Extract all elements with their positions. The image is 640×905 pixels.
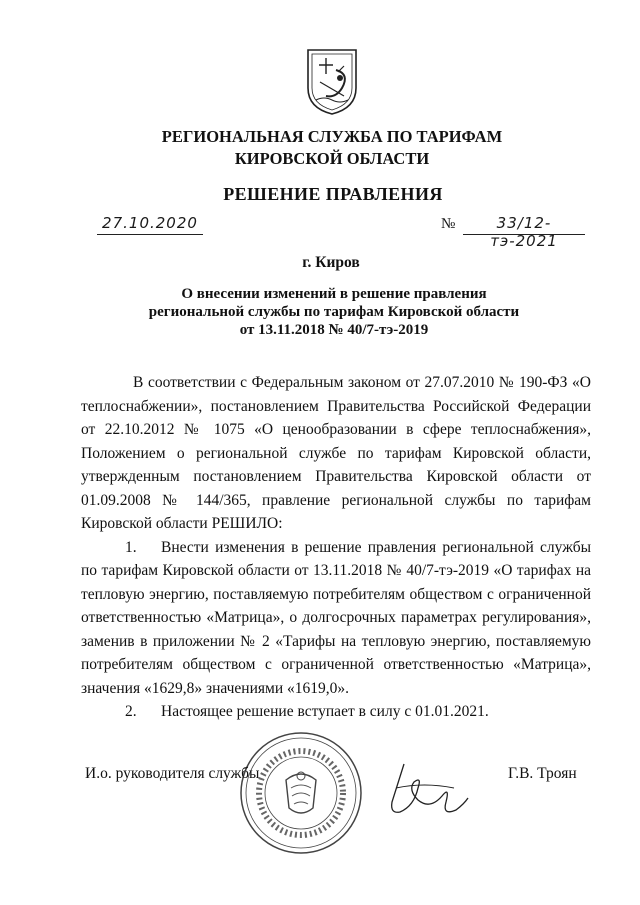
item-number: 2. (125, 703, 137, 720)
item-text: Внести изменения в решение правления региональной службы по тарифам Кировской области от 13.11.2018 № 40/7-тэ-2019 «О тарифах на тепловую энергию, поставляемую потребителям обществом с ограниченной ответственностью «Матрица», о долгосрочных параметрах регулирования», заменив в приложении № 2 «Тарифы на тепловую энергию, поставляемую потребителям обществом с ограниченной ответственностью «Матрица», значения «1629,8» значениями «1619,0». (81, 538, 591, 697)
document-body (81, 371, 591, 724)
document-number: 33/12-тэ-2021 (463, 214, 585, 235)
decision-item (81, 536, 591, 701)
coat-of-arms-icon (300, 44, 364, 118)
handwritten-signature-icon (384, 758, 470, 824)
number-label: № (441, 216, 456, 232)
subject-line-3: от 13.11.2018 № 40/7-тэ-2019 (239, 322, 429, 338)
city-text: г. Киров (302, 254, 360, 271)
decision-item (81, 700, 591, 724)
document-date: 27.10.2020 (97, 214, 203, 235)
organization-line-2: КИРОВСКОЙ ОБЛАСТИ (234, 149, 430, 168)
item-text: Настоящее решение вступает в силу с 01.01.2021. (161, 703, 489, 720)
document-type: РЕШЕНИЕ ПРАВЛЕНИЯ (223, 184, 443, 204)
official-seal-icon (236, 728, 366, 858)
organization-name (0, 126, 640, 170)
city (0, 254, 640, 272)
item-number: 1. (125, 538, 137, 556)
document-subject (0, 285, 640, 339)
signatory-name: Г.В. Троян (508, 765, 577, 782)
signatory-position: И.о. руководителя службы (85, 765, 260, 782)
subject-line-1: О внесении изменений в решение правления (181, 286, 487, 302)
subject-line-2: региональной службы по тарифам Кировской области (148, 304, 520, 320)
organization-line-1: РЕГИОНАЛЬНАЯ СЛУЖБА ПО ТАРИФАМ (161, 127, 503, 146)
preamble-paragraph: В соответствии с Федеральным законом от 27.07.2010 № 190-ФЗ «О теплоснабжении», постановлением Правительства Российской Федерации от 22.10.2012 № 1075 «О ценообразовании в сфере теплоснабжения», Положением о региональной службе по тарифам Кировской области, утвержденным постановлением Правительства Кировской области от 01.09.2008 № 144/365, правление региональной службы по тарифам Кировской области РЕШИЛО: (81, 374, 591, 532)
document-title (0, 184, 640, 205)
